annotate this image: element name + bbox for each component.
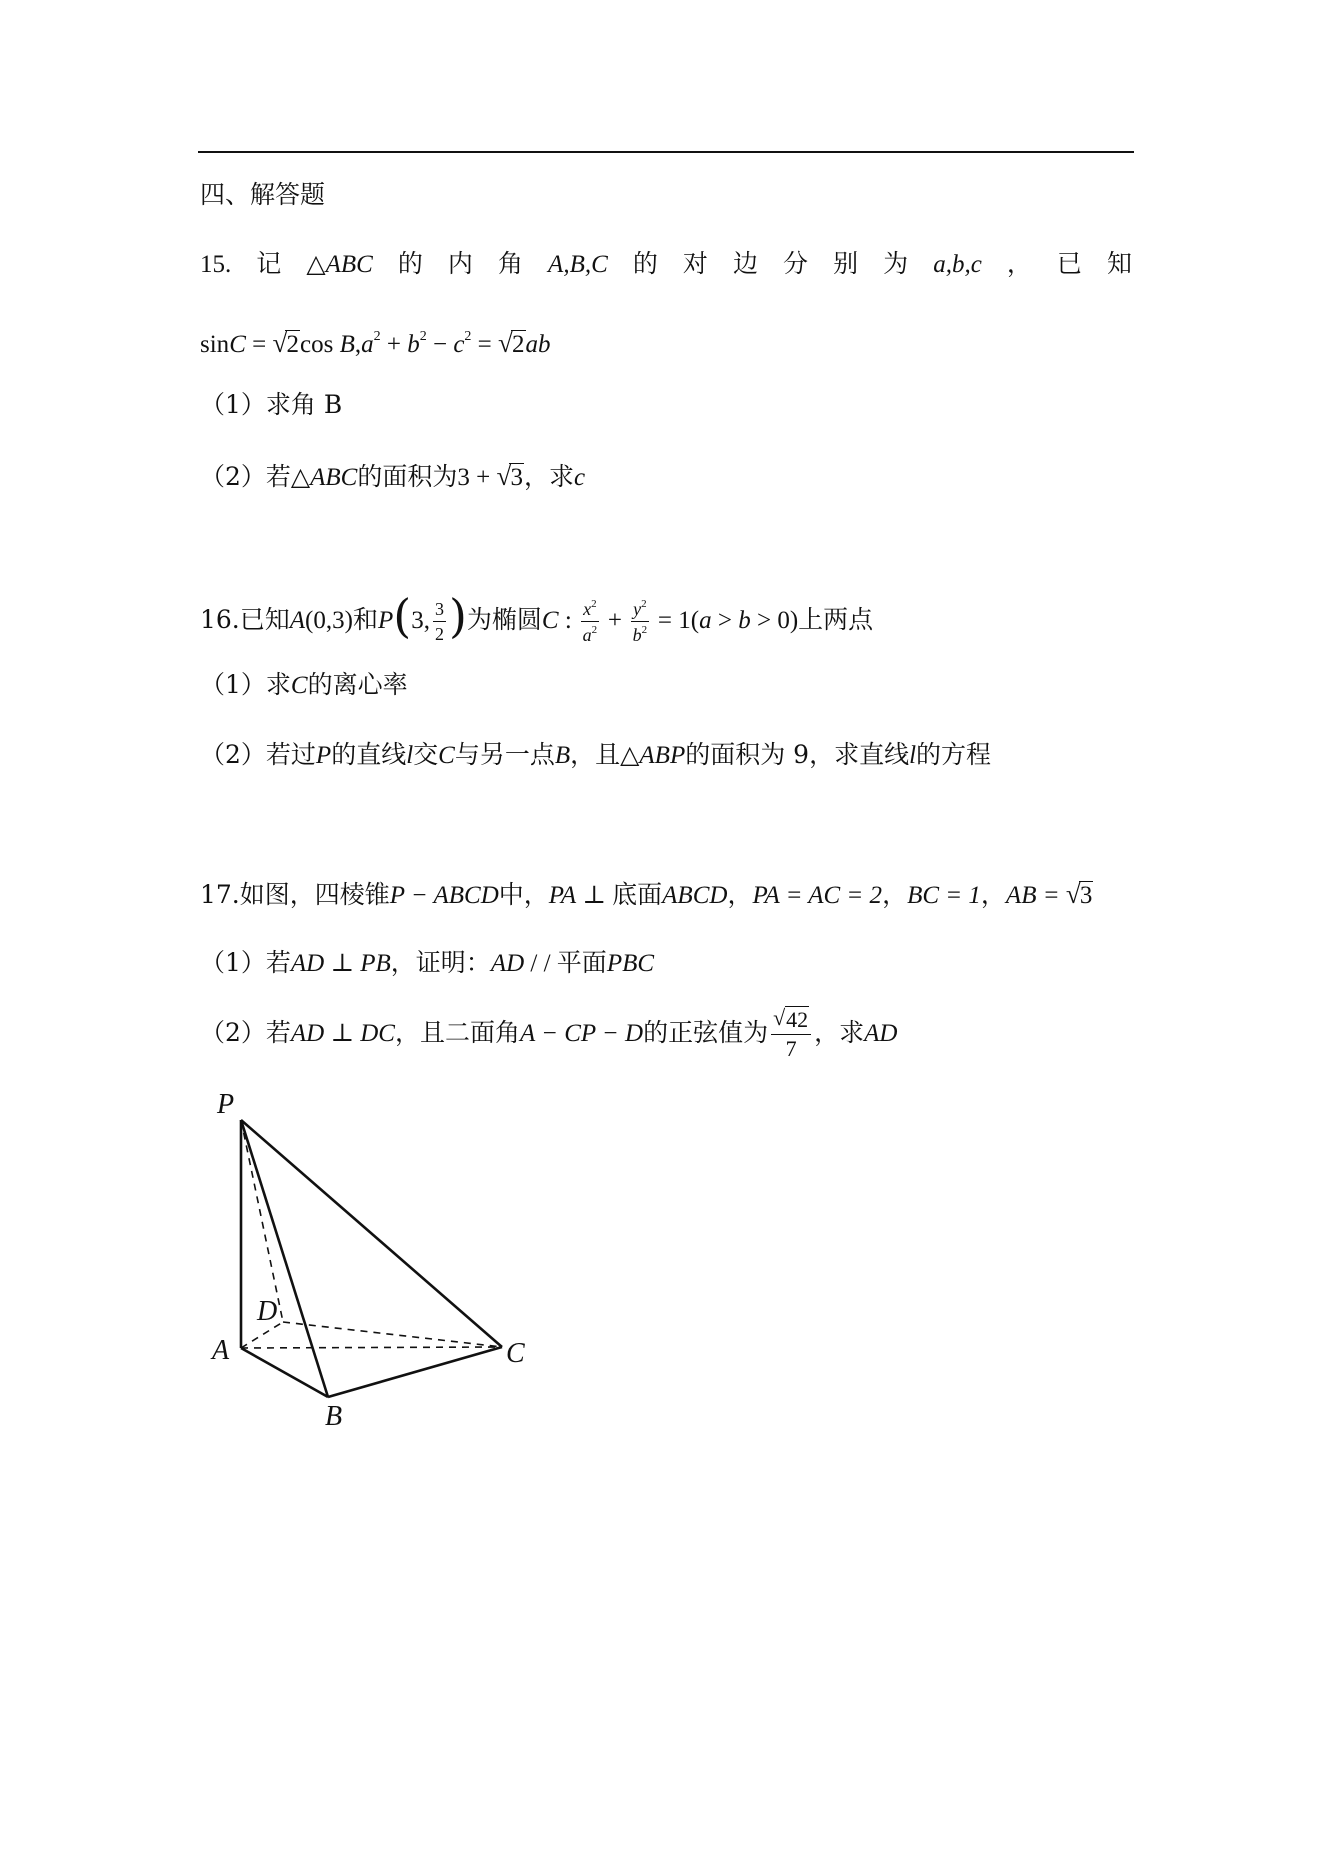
q16-stem: 16.已知A(0,3)和P(3, $\frac{3}{2}$ )为椭圆C : $\frac{x^2}{a^2}$ + $\frac{y^2}{b^2}$ = 1(a > b > 0)上两点 <box>200 589 874 645</box>
edge-AC <box>241 1347 502 1348</box>
label-P: P <box>217 1089 235 1120</box>
edge-DC <box>283 1322 502 1347</box>
fraction-y2-b2: $\frac{y^2}{b^2}$ <box>632 598 648 645</box>
label-B: B <box>325 1401 343 1432</box>
q16-part1: （1）求C的离心率 <box>200 670 408 699</box>
label-A: A <box>212 1335 230 1366</box>
sqrt-symbol: √ 2 <box>272 328 299 358</box>
sqrt-symbol: √ 3 <box>496 461 523 491</box>
edge-BC <box>328 1347 502 1397</box>
q15-stem-line1: 15. 记 △ABC 的 内 角 A,B,C 的 对 边 分 别 为 a,b,c ， 已 知 <box>200 251 1132 278</box>
q17-part2: （2）若AD ⊥ DC，且二面角A − CP − D的正弦值为 √ 42 7 ，求AD <box>200 1005 898 1061</box>
fraction-3-2: $\frac{3}{2}$ <box>434 599 444 644</box>
header-rule <box>198 151 1134 153</box>
edge-PC <box>241 1120 502 1347</box>
q17-stem: 17.如图，四棱锥P − ABCD中，PA ⊥ 底面ABCD，PA = AC = 2，BC = 1，AB = √ 3 <box>200 878 1093 913</box>
label-D: D <box>257 1296 278 1327</box>
q15-equation: sinC = √ 2cos $B,a^2 + b^2 - c^2$ = √ 2ab <box>200 320 551 362</box>
sqrt-symbol: √ 2 <box>498 328 525 358</box>
q15-part2: （2）若△ABC的面积为3 + √ 3，求c <box>200 460 585 495</box>
right-paren: ) <box>448 589 467 643</box>
fraction-x2-a2: $\frac{x^2}{a^2}$ <box>582 598 598 645</box>
q16-part2: （2）若过P的直线l交C与另一点B，且△ABP的面积为 9，求直线l的方程 <box>200 740 992 769</box>
section-heading: 四、解答题 <box>200 180 326 209</box>
left-paren: ( <box>393 589 412 643</box>
pyramid-figure <box>200 1085 540 1435</box>
label-C: C <box>506 1338 525 1369</box>
q15-part1: （1）求角 B <box>200 390 343 419</box>
fraction-sqrt42-7: √ 42 7 <box>771 1009 811 1060</box>
sqrt-symbol: √ 3 <box>1065 879 1093 909</box>
q17-part1: （1）若AD ⊥ PB，证明：AD / / 平面PBC <box>200 948 655 977</box>
